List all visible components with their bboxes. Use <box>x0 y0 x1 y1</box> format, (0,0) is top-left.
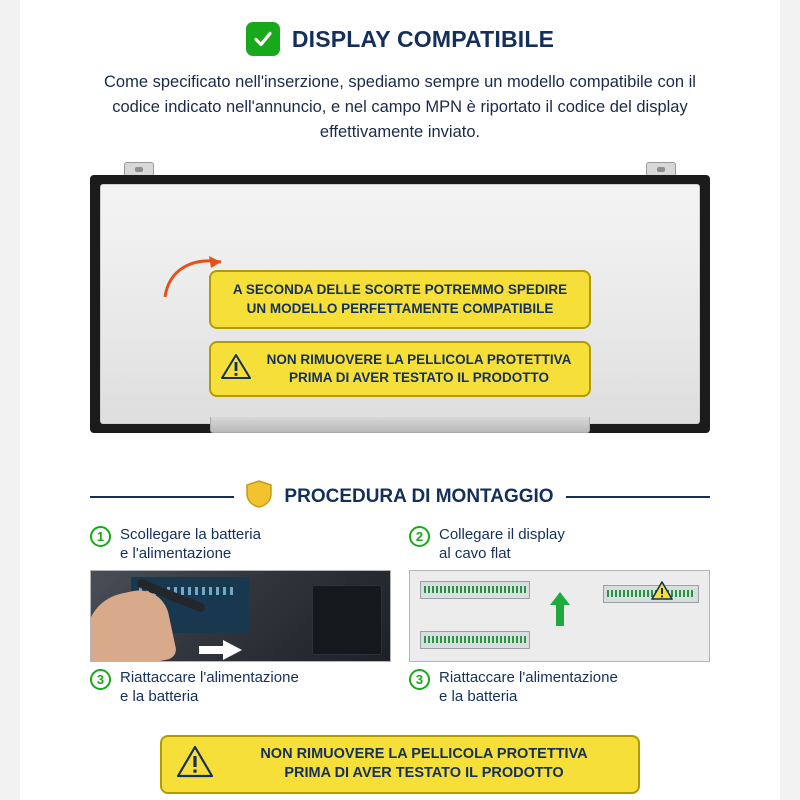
warning-triangle-icon <box>221 353 251 385</box>
step-3-left-number: 3 <box>90 669 111 690</box>
header <box>20 0 780 56</box>
stock-note-line-2: UN MODELLO PERFETTAMENTE COMPATIBILE <box>246 300 554 316</box>
display-screen <box>100 184 700 424</box>
curved-arrow-icon <box>159 251 229 301</box>
flat-cable-connector-top <box>420 581 530 599</box>
step-3-left-text <box>120 668 299 706</box>
procedure-section-header <box>90 480 710 513</box>
film-warning-text <box>259 351 579 387</box>
connector-pins-top <box>424 586 526 593</box>
mount-hole-right <box>657 167 665 172</box>
film-warning-line-2: PRIMA DI AVER TESTATO IL PRODOTTO <box>288 370 549 386</box>
warning-triangle-icon-photo <box>651 581 673 606</box>
check-icon <box>246 22 280 56</box>
step-2-number: 2 <box>409 526 430 547</box>
mount-tab-right <box>646 162 676 176</box>
step-2 <box>409 525 710 563</box>
page-title: DISPLAY COMPATIBILE <box>291 25 555 52</box>
step-3-right-number: 3 <box>409 669 430 690</box>
step-3-right-line-1: Riattaccare l'alimentazione <box>439 668 618 686</box>
step-1 <box>90 525 391 563</box>
procedure-steps <box>90 525 710 706</box>
green-up-arrow-icon <box>549 592 571 631</box>
intro-paragraph: Come specificato nell'inserzione, spediamo sempre un modello compatibile con il codice indicato nell'annuncio, e nel campo MPN è riportato il codice del display effettivamente inviato. <box>104 73 696 141</box>
step-2-line-2: al cavo flat <box>439 545 511 563</box>
divider-left <box>90 496 234 498</box>
film-warning-line-1: NON RIMUOVERE LA PELLICOLA PROTETTIVA <box>266 351 572 367</box>
display-illustration <box>90 162 710 462</box>
step-1-line-2: e l'alimentazione <box>120 545 232 563</box>
warning-triangle-icon-footer <box>176 745 214 784</box>
stock-note-box <box>209 270 591 328</box>
step-1-line-1: Scollegare la batteria <box>120 526 261 544</box>
display-bottom-connector <box>210 417 590 433</box>
step-3-left-line-2: e la batteria <box>120 687 199 705</box>
flat-cable-connector-bottom <box>420 631 530 649</box>
step-1-number: 1 <box>90 526 111 547</box>
shield-icon <box>246 480 272 513</box>
step-3-right-line-2: e la batteria <box>439 687 518 705</box>
footer-warning-banner <box>160 735 640 794</box>
step-2-text <box>439 525 565 563</box>
stock-note-line-1: A SECONDA DELLE SCORTE POTREMMO SPEDIRE <box>232 282 568 298</box>
step-3-left <box>90 668 391 706</box>
mount-hole-left <box>135 167 143 172</box>
right-margin-strip <box>780 0 800 800</box>
step-1-text <box>120 525 261 563</box>
procedure-title: PROCEDURA DI MONTAGGIO <box>284 485 554 507</box>
footer-warning-text <box>224 745 624 784</box>
display-bezel <box>90 175 710 433</box>
step-3-right <box>409 668 710 706</box>
step-3-right-text <box>439 668 618 706</box>
battery-shape <box>312 585 382 655</box>
connector-pins-bottom <box>424 636 526 643</box>
footer-warning-line-1: NON RIMUOVERE LA PELLICOLA PROTETTIVA <box>260 745 588 762</box>
divider-right <box>566 496 710 498</box>
step-3-left-line-1: Riattaccare l'alimentazione <box>120 668 299 686</box>
step-2-photo <box>409 570 710 662</box>
step-1-photo <box>90 570 391 662</box>
footer-warning-line-2: PRIMA DI AVER TESTATO IL PRODOTTO <box>284 765 564 782</box>
left-margin-strip <box>0 0 20 800</box>
step-2-line-1: Collegare il display <box>439 526 565 544</box>
mount-tab-left <box>124 162 154 176</box>
film-warning-box <box>209 341 591 397</box>
